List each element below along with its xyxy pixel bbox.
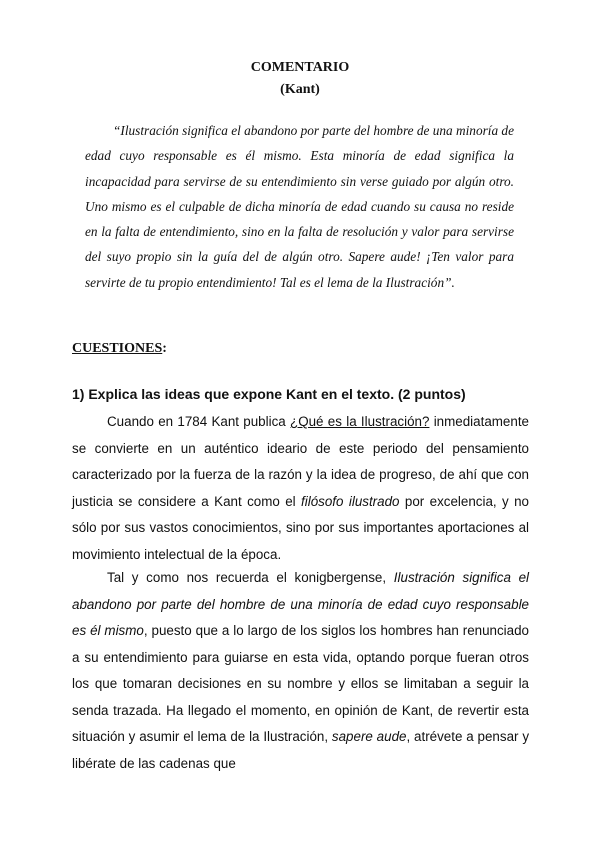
question-1: 1) Explica las ideas que expone Kant en el texto. (2 puntos) [72,386,466,402]
document-title: COMENTARIO [250,60,350,75]
document-subtitle: (Kant) [280,82,320,97]
answer-p1-text-c: por excelencia, y no sólo por sus vastos conocimientos, sino por sus importantes aportaciones al movimiento intelectual de la época. [72,493,529,562]
section-heading-label: CUESTIONES [72,341,163,356]
work-title-link: ¿Qué es la Ilustración? [290,414,430,429]
answer-p1-text-a: Cuando en 1784 Kant publica [107,414,291,429]
answer-paragraph-2 [72,565,529,777]
answer-p2-text-c: , atrévete a pensar y libérate de las cadenas que [72,729,530,771]
kant-quote: “Ilustración significa el abandono por parte del hombre de una minoría de edad cuyo responsable es él mismo. Esta minoría de edad significa la incapacidad para servirse de su entendimiento sin verse guiado por algún otro. Uno mismo es el culpable de dicha minoría de edad cuando su causa no reside en la falta de entendimiento, sino en la falta de resolución y valor para servirse del suyo propio sin la guía del de algún otro. Sapere aude! ¡Ten valor para servirte de tu propio entendimiento! Tal es el lema de la Ilustración”. [85,123,514,290]
section-heading-colon: : [162,341,167,356]
answer-p1-emphasis: filósofo ilustrado [301,493,400,509]
answer-p2-emphasis-2: sapere aude [331,729,407,744]
answer-p2-text-b: , puesto que a lo largo de los siglos los hombres han renunciado a su entendimiento para guiarse en esta vida, optando porque fueran otros los que tomaran decisiones en su nombre y ellos se limitaban a seguir la senda trazada. Ha llegado el momento, en opinión de Kant, de revertir esta situación y asumir el lema de la Ilustración, [72,623,529,744]
answer-p2-emphasis-1: Ilustración significa el abandono por parte del hombre de una minoría de edad cuyo responsable es él mismo [72,570,529,638]
answer-p1-text-b: inmediatamente se convierte en un auténtico ideario de este periodo del pensamiento caracterizado por la fuerza de la razón y la idea de progreso, de ahí que con justicia se considere a Kant como el [72,414,529,509]
section-heading [72,341,167,357]
answer-p2-text-a: Tal y como nos recuerda el konigbergense, [107,570,394,585]
answer-paragraph-1 [72,409,529,568]
